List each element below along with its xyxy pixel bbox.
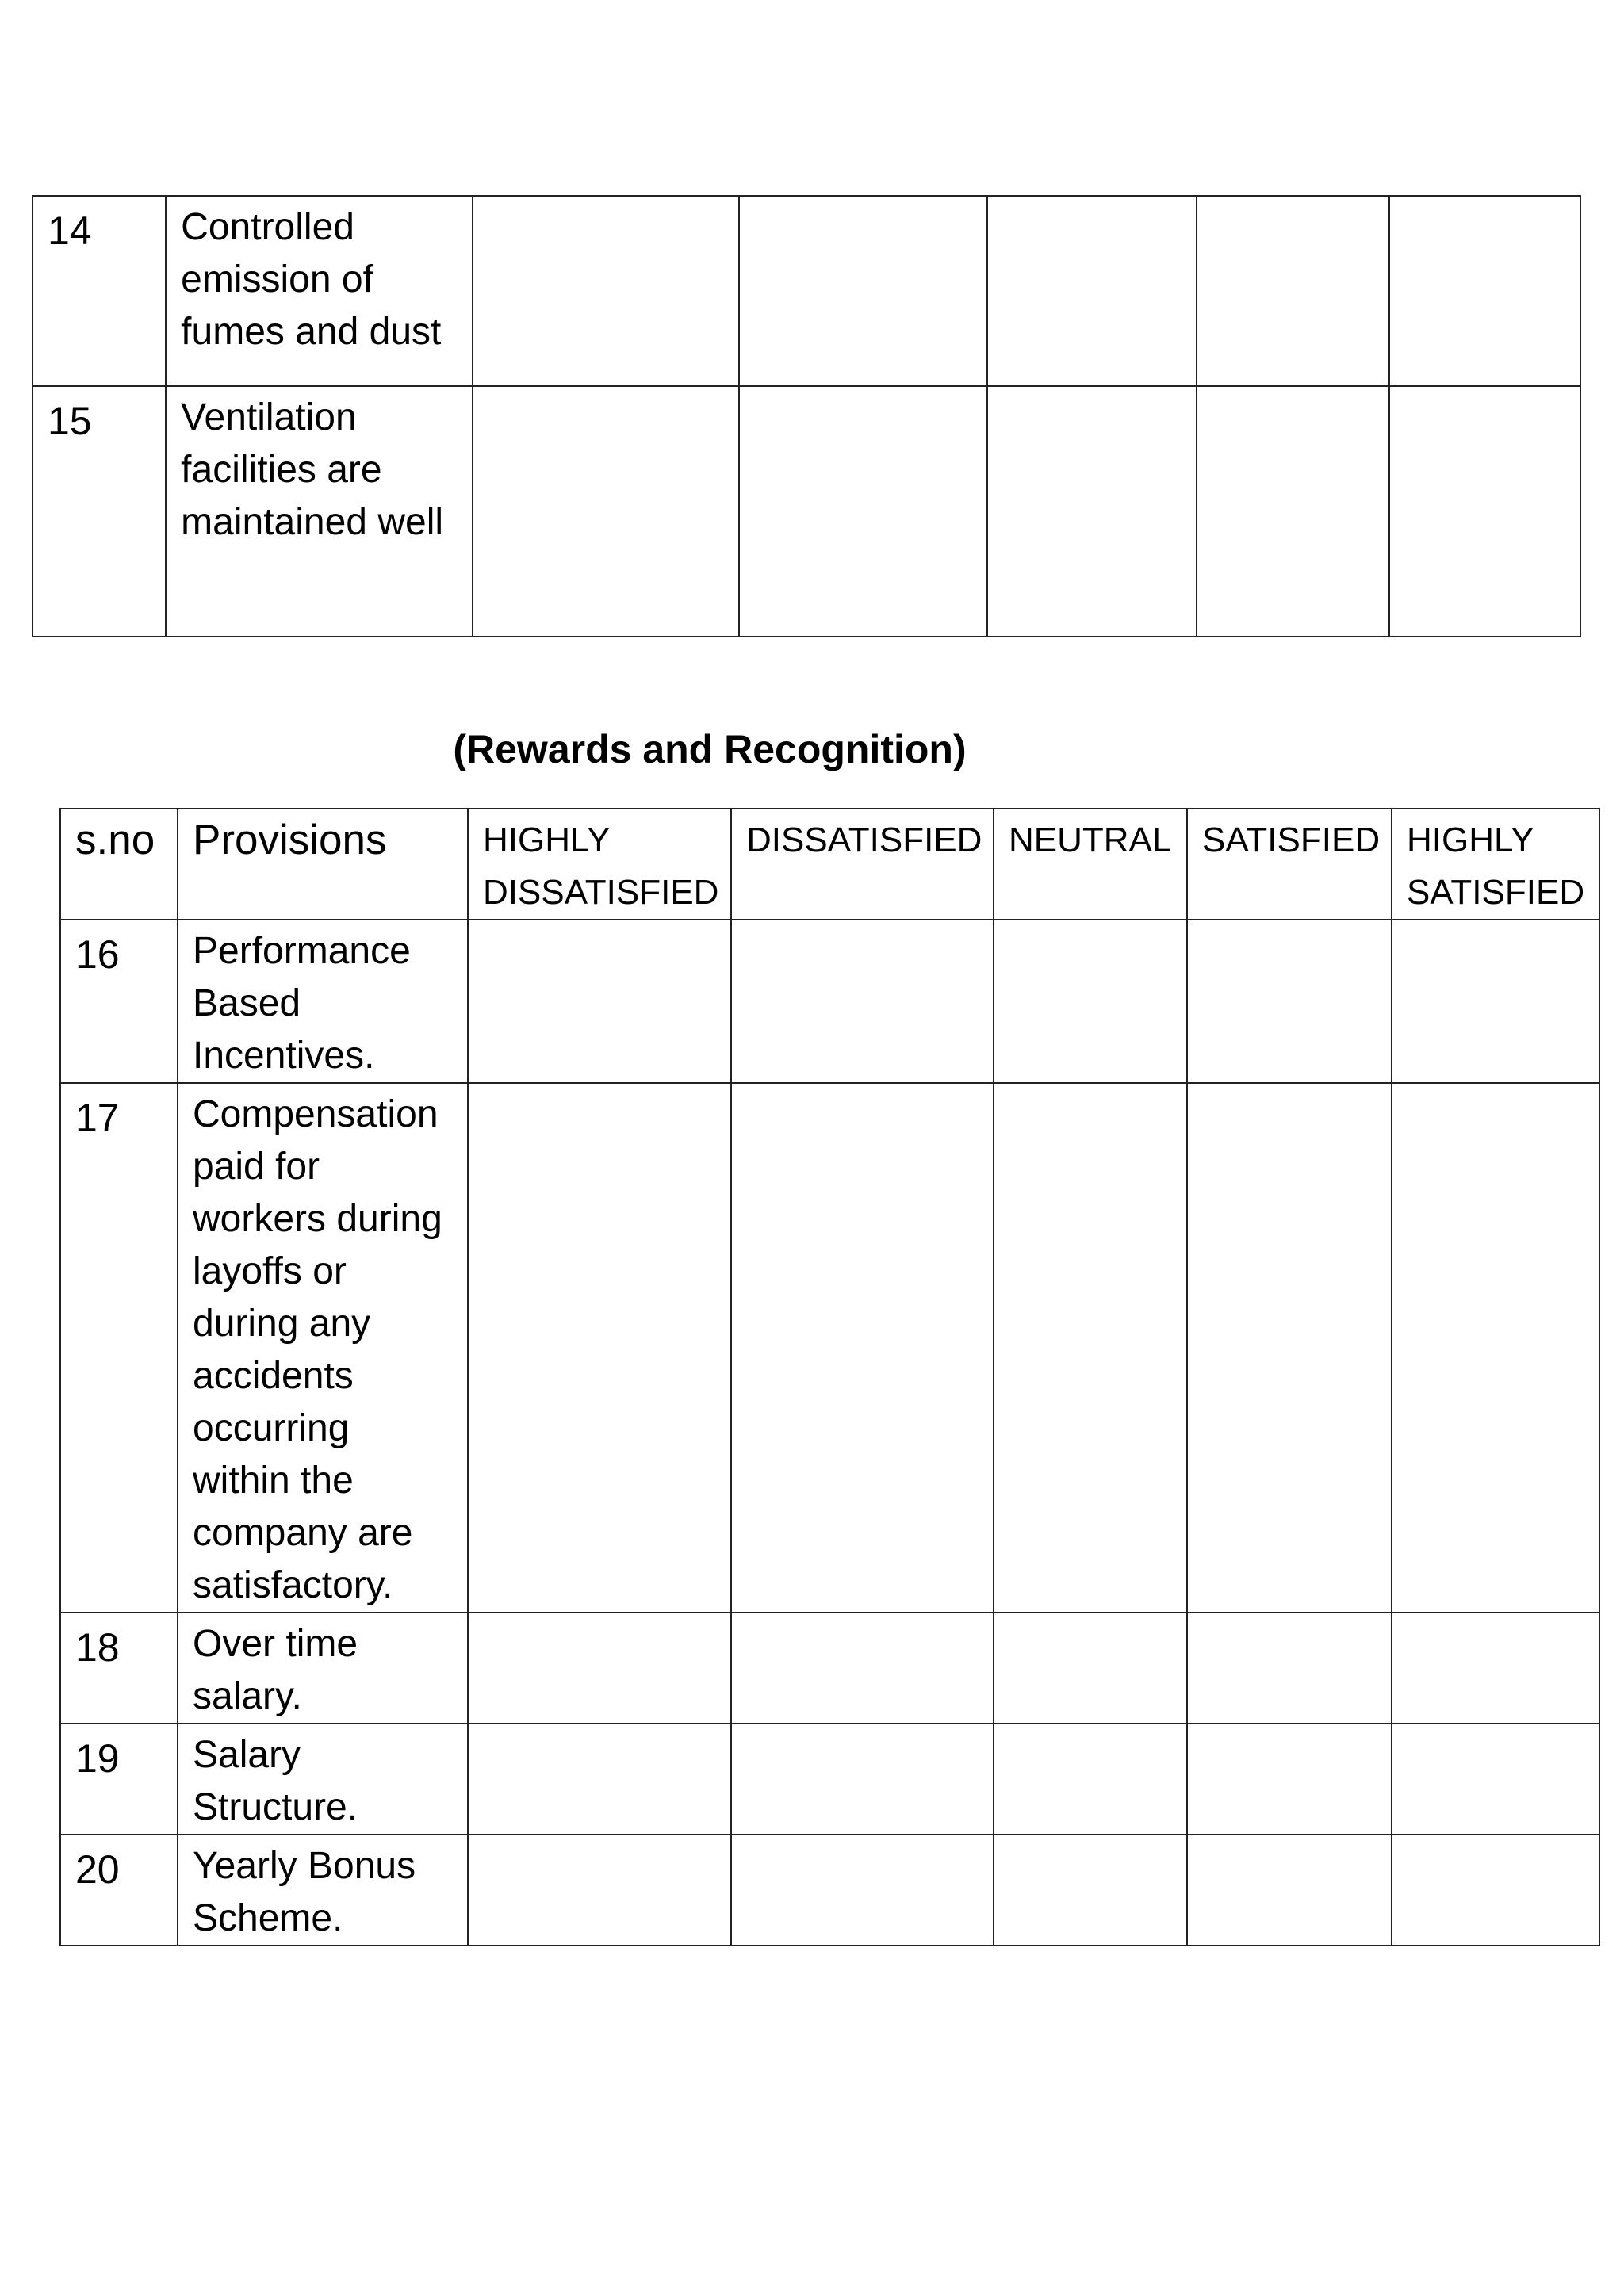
row-number: 19 bbox=[60, 1724, 178, 1835]
header-highly-dissatisfied: HIGHLY DISSATISFIED bbox=[468, 809, 731, 920]
rating-cell-highly-dissatisfied[interactable] bbox=[468, 1083, 731, 1613]
rating-cell-highly-satisfied[interactable] bbox=[1392, 1835, 1599, 1946]
header-sno: s.no bbox=[60, 809, 178, 920]
table-row bbox=[60, 1083, 1599, 1613]
rating-cell-highly-satisfied[interactable] bbox=[1392, 920, 1599, 1083]
rating-cell-highly-dissatisfied[interactable] bbox=[468, 1835, 731, 1946]
rating-cell-neutral[interactable] bbox=[987, 386, 1197, 637]
rating-cell-satisfied[interactable] bbox=[1187, 1083, 1392, 1613]
table-row bbox=[33, 386, 1580, 637]
provision-text: Compensation paid for workers during layoffs or during any accidents occurring within the company are satisfactory. bbox=[178, 1083, 468, 1613]
rating-cell-satisfied[interactable] bbox=[1187, 1724, 1392, 1835]
rating-cell-highly-dissatisfied[interactable] bbox=[473, 386, 739, 637]
rating-cell-satisfied[interactable] bbox=[1187, 1613, 1392, 1724]
rating-cell-highly-satisfied[interactable] bbox=[1392, 1724, 1599, 1835]
rating-cell-neutral[interactable] bbox=[994, 1613, 1187, 1724]
rating-cell-dissatisfied[interactable] bbox=[731, 1613, 994, 1724]
provision-text: Yearly Bonus Scheme. bbox=[178, 1835, 468, 1946]
rating-cell-highly-dissatisfied[interactable] bbox=[468, 1724, 731, 1835]
rating-cell-highly-satisfied[interactable] bbox=[1389, 386, 1580, 637]
header-dissatisfied: DISSATISFIED bbox=[731, 809, 994, 920]
provision-text: Ventilation facilities are maintained well bbox=[166, 386, 472, 637]
header-provisions: Provisions bbox=[178, 809, 468, 920]
rating-cell-satisfied[interactable] bbox=[1187, 1835, 1392, 1946]
rating-cell-highly-satisfied[interactable] bbox=[1389, 196, 1580, 386]
header-satisfied: SATISFIED bbox=[1187, 809, 1392, 920]
row-number: 20 bbox=[60, 1835, 178, 1946]
table-header-row bbox=[60, 809, 1599, 920]
row-number: 15 bbox=[33, 386, 166, 637]
rating-cell-dissatisfied[interactable] bbox=[731, 920, 994, 1083]
rating-cell-neutral[interactable] bbox=[994, 1724, 1187, 1835]
table-row bbox=[60, 1613, 1599, 1724]
rating-cell-satisfied[interactable] bbox=[1197, 196, 1388, 386]
rating-cell-highly-satisfied[interactable] bbox=[1392, 1613, 1599, 1724]
rating-cell-dissatisfied[interactable] bbox=[731, 1835, 994, 1946]
rating-cell-dissatisfied[interactable] bbox=[739, 386, 987, 637]
provision-text: Salary Structure. bbox=[178, 1724, 468, 1835]
rating-cell-neutral[interactable] bbox=[987, 196, 1197, 386]
survey-table-continued bbox=[32, 195, 1581, 637]
rating-cell-dissatisfied[interactable] bbox=[739, 196, 987, 386]
section-title: (Rewards and Recognition) bbox=[453, 727, 967, 771]
row-number: 14 bbox=[33, 196, 166, 386]
rating-cell-highly-dissatisfied[interactable] bbox=[473, 196, 739, 386]
row-number: 17 bbox=[60, 1083, 178, 1613]
rating-cell-neutral[interactable] bbox=[994, 1083, 1187, 1613]
rating-cell-highly-dissatisfied[interactable] bbox=[468, 1613, 731, 1724]
provision-text: Over time salary. bbox=[178, 1613, 468, 1724]
provision-text: Performance Based Incentives. bbox=[178, 920, 468, 1083]
header-neutral: NEUTRAL bbox=[994, 809, 1187, 920]
table-row bbox=[33, 196, 1580, 386]
rating-cell-satisfied[interactable] bbox=[1197, 386, 1388, 637]
rating-cell-dissatisfied[interactable] bbox=[731, 1724, 994, 1835]
rating-cell-highly-dissatisfied[interactable] bbox=[468, 920, 731, 1083]
table-row bbox=[60, 1724, 1599, 1835]
table-row bbox=[60, 1835, 1599, 1946]
rating-cell-highly-satisfied[interactable] bbox=[1392, 1083, 1599, 1613]
provision-text: Controlled emission of fumes and dust bbox=[166, 196, 472, 386]
header-highly-satisfied: HIGHLY SATISFIED bbox=[1392, 809, 1599, 920]
rewards-recognition-table bbox=[59, 808, 1600, 1946]
table-row bbox=[60, 920, 1599, 1083]
rating-cell-dissatisfied[interactable] bbox=[731, 1083, 994, 1613]
row-number: 16 bbox=[60, 920, 178, 1083]
rating-cell-neutral[interactable] bbox=[994, 920, 1187, 1083]
rating-cell-neutral[interactable] bbox=[994, 1835, 1187, 1946]
row-number: 18 bbox=[60, 1613, 178, 1724]
rating-cell-satisfied[interactable] bbox=[1187, 920, 1392, 1083]
